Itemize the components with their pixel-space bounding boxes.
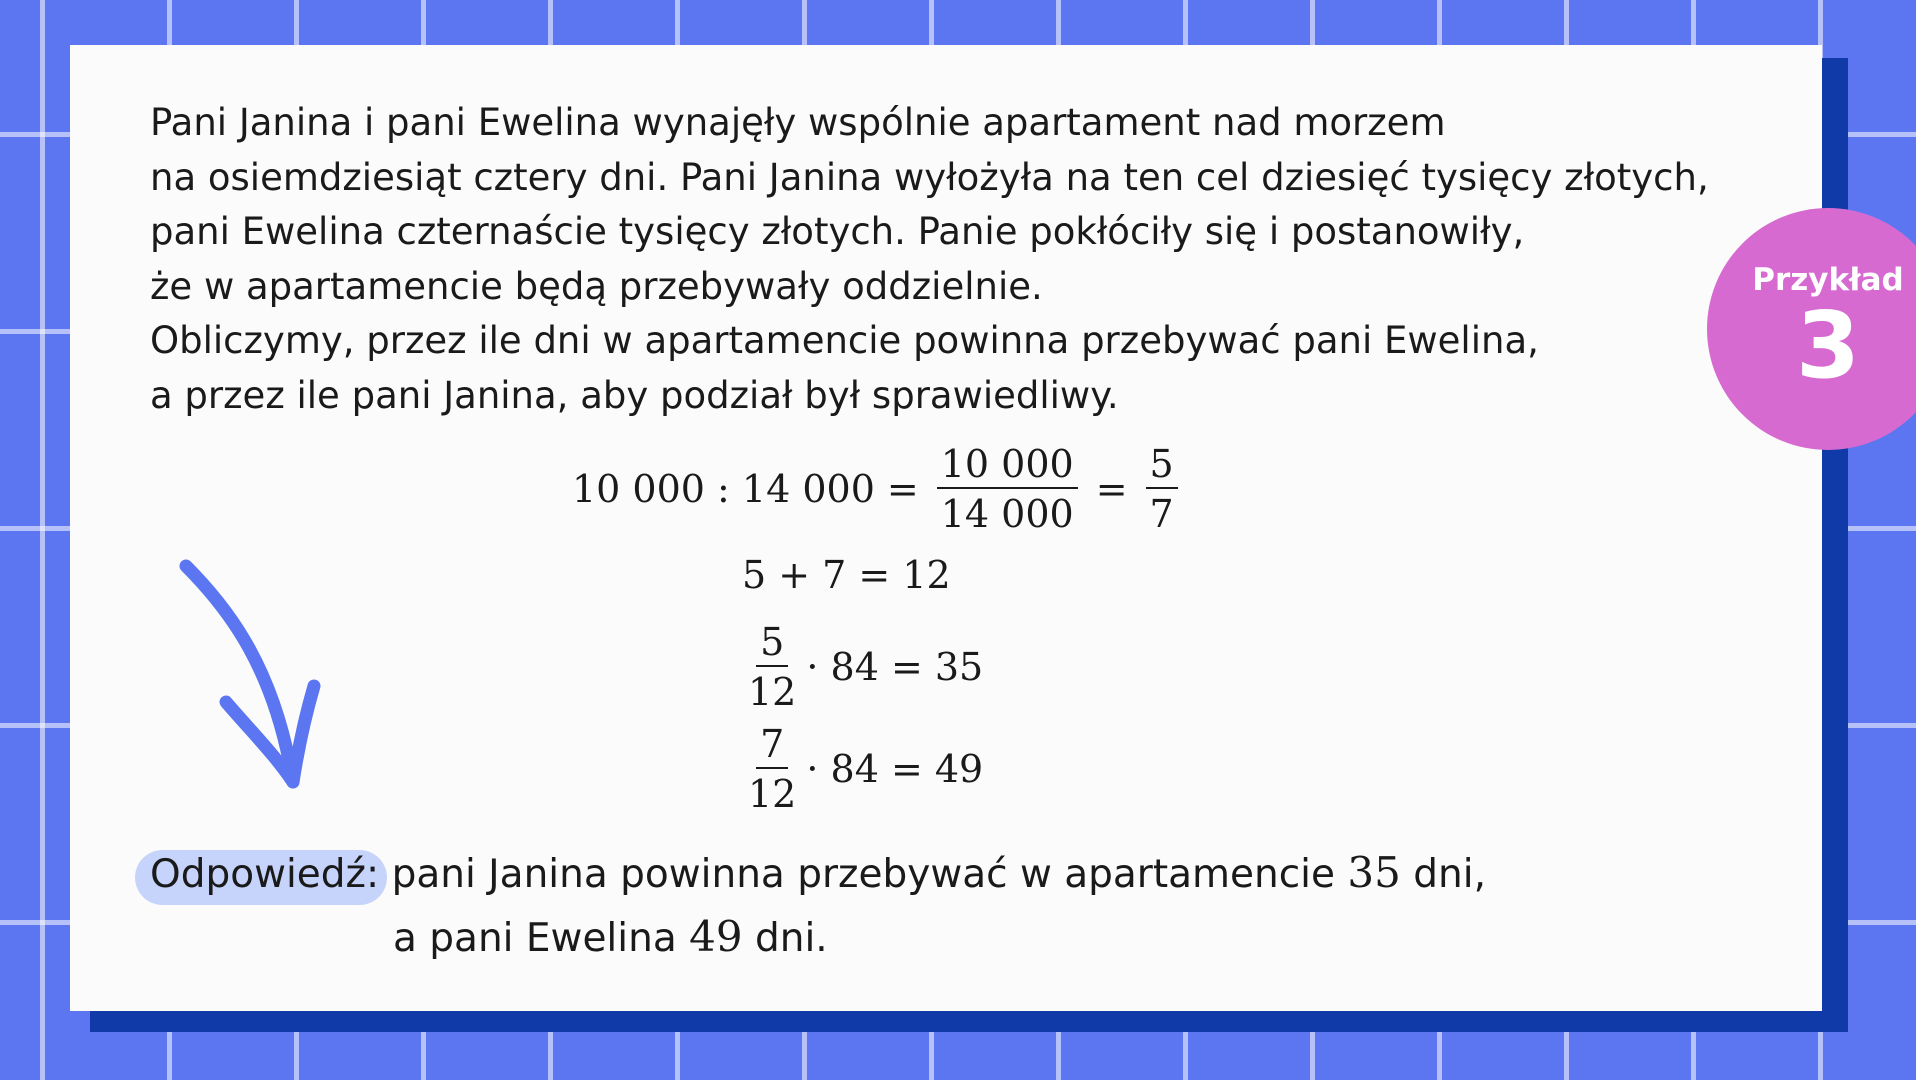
fraction: [744, 620, 800, 714]
answer-line-2: [393, 912, 828, 961]
fraction-numerator: 5: [756, 623, 788, 667]
fraction: [937, 442, 1078, 536]
answer-unit: dni,: [1413, 852, 1486, 897]
fraction-denominator: 12: [748, 670, 797, 714]
curved-arrow-down-icon: [170, 550, 330, 800]
answer-label: Odpowiedź:: [150, 852, 380, 897]
problem-line: pani Ewelina czternaście tysięcy złotych. Panie pokłóciły się i postanowiły,: [150, 210, 1525, 253]
problem-line: a przez ile pani Janina, aby podział był sprawiedliwy.: [150, 373, 1119, 417]
problem-text: [150, 96, 1709, 423]
ratio-lhs: 10 000 : 14 000: [572, 467, 875, 511]
badge-number: 3: [1795, 292, 1860, 399]
fraction-numerator: 7: [756, 725, 788, 769]
fraction: [1146, 442, 1178, 536]
product-text: · 84 = 49: [806, 747, 984, 791]
answer-text: pani Janina powinna przebywać w apartamencie: [391, 852, 1336, 897]
fraction-numerator: 10 000: [937, 445, 1078, 489]
answer-text: a pani Ewelina: [393, 916, 677, 961]
equation-ewelina: [738, 620, 984, 714]
equals-sign: =: [886, 467, 919, 511]
answer-line-1: [150, 848, 1486, 897]
fraction: [744, 722, 800, 816]
fraction-denominator: 7: [1149, 492, 1174, 536]
badge-label: Przykład: [1752, 262, 1904, 298]
fraction-denominator: 14 000: [940, 492, 1074, 536]
equals-sign: =: [1095, 467, 1128, 511]
problem-line: na osiemdziesiąt cztery dni. Pani Janina wyłożyła na ten cel dziesięć tysięcy złotych,: [150, 155, 1709, 199]
problem-line: że w apartamencie będą przebywały oddzielnie.: [150, 264, 1043, 308]
answer-number: 49: [689, 912, 743, 961]
equation-sum: [742, 553, 951, 597]
problem-line: Pani Janina i pani Ewelina wynajęły wspólnie apartament nad morzem: [150, 101, 1446, 144]
answer-unit: dni.: [755, 916, 828, 961]
product-text: · 84 = 35: [806, 645, 984, 689]
fraction-numerator: 5: [1146, 445, 1178, 489]
equation-janina: [738, 722, 984, 816]
problem-line: Obliczymy, przez ile dni w apartamencie powinna przebywać pani Ewelina,: [150, 319, 1539, 362]
sum-text: 5 + 7 = 12: [742, 553, 951, 597]
fraction-denominator: 12: [748, 772, 797, 816]
answer-number: 35: [1347, 848, 1401, 897]
equation-ratio: [572, 442, 1184, 536]
